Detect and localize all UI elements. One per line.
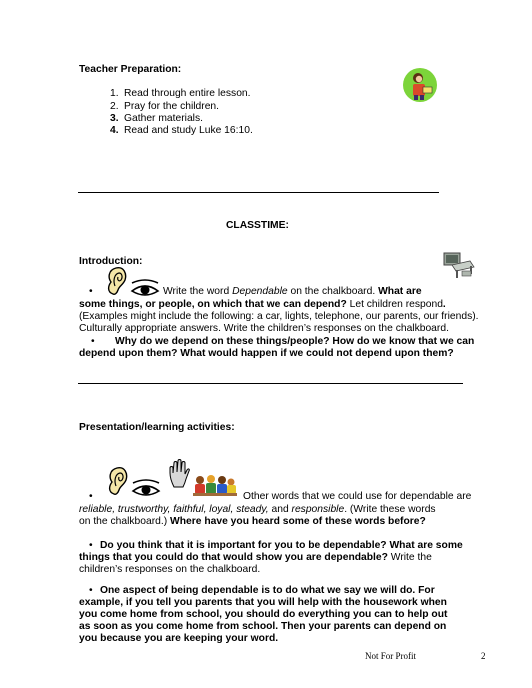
intro-bullet-1-line: some things, or people, on which that we can depend? Let children respond. [79, 299, 446, 310]
intro-bullet-2: Why do we depend on these things/people? How do we know that we can [115, 336, 475, 347]
list-item: 1. Read through entire lesson. [110, 88, 251, 99]
intro-bullet-2-line: depend upon them? What would happen if we could not depend upon them? [79, 348, 454, 359]
bullet: • [89, 491, 93, 502]
divider [78, 192, 439, 193]
presentation-para-1-line: reliable, trustworthy, faithful, loyal, steady, and responsible. (Write these words [79, 504, 436, 515]
presentation-para-2-line: children’s responses on the chalkboard. [79, 564, 261, 575]
presentation-para-2: Do you think that it is important for you to be dependable? What are some [100, 540, 463, 551]
eye-icon [131, 479, 161, 499]
classtime-heading: CLASSTIME: [226, 220, 289, 231]
teacher-clipart-icon [402, 67, 438, 103]
presentation-title: Presentation/learning activities: [79, 422, 235, 433]
bullet: • [89, 540, 93, 551]
page-number: 2 [481, 651, 486, 661]
intro-bullet-1-line: Culturally appropriate answers. Write the children’s responses on the chalkboard. [79, 323, 449, 334]
presentation-para-3-line: you come home from school, you should do everything you can to help out [79, 609, 448, 620]
intro-bullet-1: Write the word Dependable on the chalkboard. What are [163, 286, 422, 297]
prep-title: Teacher Preparation: [79, 64, 182, 75]
children-group-icon [192, 474, 238, 498]
bullet: • [89, 585, 93, 596]
eye-icon [130, 279, 160, 299]
presentation-para-2-line: things that you could do that would show you are dependable? Write the [79, 552, 432, 563]
footer-text: Not For Profit [365, 651, 417, 661]
list-item: 3. Gather materials. [110, 113, 203, 124]
presentation-para-1-line: on the chalkboard.) Where have you heard some of these words before? [79, 516, 426, 527]
bullet: • [91, 336, 95, 347]
list-item: 2. Pray for the children. [110, 101, 220, 112]
presentation-para-3-line: example, if you tell you parents that you will help with the housework when [79, 597, 447, 608]
list-item: 4. Read and study Luke 16:10. [110, 125, 253, 136]
intro-bullet-1-line: (Examples might include the following: a car, lights, telephone, our parents, our friends). [79, 311, 479, 322]
intro-title: Introduction: [79, 256, 143, 267]
bullet: • [89, 286, 93, 297]
chalkboard-desk-icon [442, 251, 476, 279]
presentation-para-3: One aspect of being dependable is to do what we say we will do. For [100, 585, 435, 596]
ear-icon [105, 266, 129, 296]
presentation-para-3-line: you because you are keeping your word. [79, 633, 279, 644]
presentation-para-3-line: as soon as you come home from school. Then your parents can depend on [79, 621, 447, 632]
hand-icon [168, 459, 190, 489]
ear-icon [106, 466, 130, 496]
divider [78, 383, 463, 384]
presentation-para-1: Other words that we could use for dependable are [243, 491, 472, 502]
